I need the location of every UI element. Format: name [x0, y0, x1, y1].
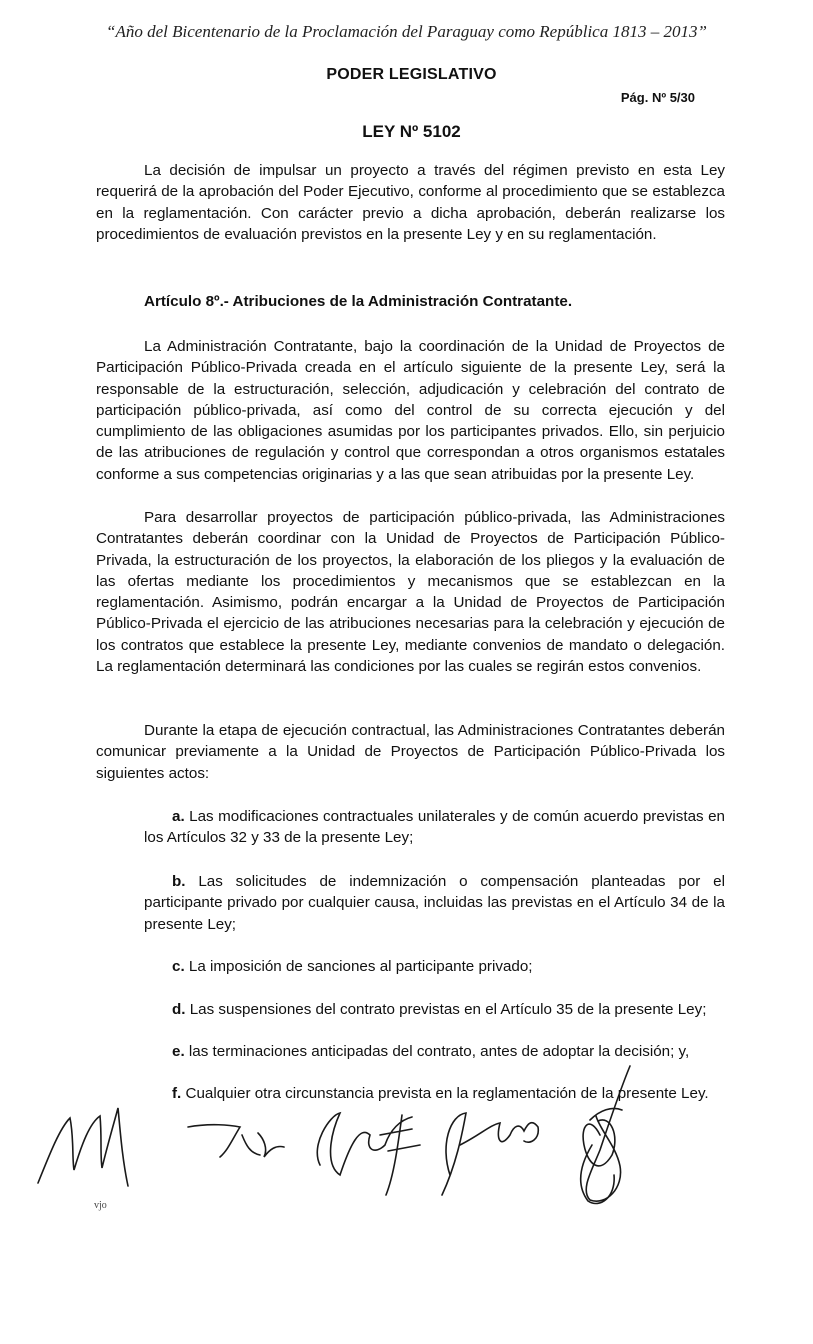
list-letter: e.	[172, 1043, 185, 1060]
page-number: Pág. Nº 5/30	[620, 90, 695, 105]
list-text: Las solicitudes de indemnización o compensación planteadas por el participante privado por cualquier causa, incluidas las previstas en el Artículo 34 de la presente Ley;	[144, 873, 725, 933]
signature-right	[560, 1060, 640, 1210]
list-item-a	[144, 806, 725, 849]
list-letter: a.	[172, 808, 185, 825]
signature-left	[30, 1098, 140, 1198]
list-letter: c.	[172, 958, 185, 975]
list-item-c	[144, 956, 725, 977]
typist-initials: vjo	[94, 1200, 107, 1211]
list-letter: b.	[172, 873, 186, 890]
commemorative-motto: “Año del Bicentenario de la Proclamación del Paraguay como República 1813 – 2013”	[106, 22, 707, 41]
law-number: LEY Nº 5102	[362, 122, 461, 141]
signature-row	[180, 1105, 620, 1215]
list-text: La imposición de sanciones al participante privado;	[184, 958, 533, 975]
list-text: Las suspensiones del contrato previstas en el Artículo 35 de la presente Ley;	[185, 1001, 707, 1018]
list-item-d	[144, 999, 725, 1020]
institution-title: PODER LEGISLATIVO	[326, 66, 497, 83]
list-text: Cualquier otra circunstancia prevista en la reglamentación de la presente Ley.	[181, 1085, 709, 1102]
list-letter: d.	[172, 1001, 186, 1018]
list-item-b	[144, 871, 725, 935]
list-letter: f.	[172, 1085, 182, 1102]
paragraph-3: Para desarrollar proyectos de participación público-privada, las Administraciones Contratantes deberán coordinar con la Unidad de Proyectos de Participación Público-Privada, la estructuración de los proyectos, la elaboración de los pliegos y la evaluación de las ofertas mediante los procedimientos y mecanismos que se establezcan en la reglamentación. Asimismo, podrán encargar a la Unidad de Proyectos de Participación Público-Privada el ejercicio de las atribuciones necesarias para la celebración y ejecución de los contratos que establece la presente Ley, mediante convenios de mandato o delegación. La reglamentación determinará las condiciones por las cuales se regirán estos convenios.	[96, 509, 725, 676]
list-text: Las modificaciones contractuales unilaterales y de común acuerdo previstas en los Artículos 32 y 33 de la presente Ley;	[144, 808, 725, 847]
paragraph-1: La decisión de impulsar un proyecto a través del régimen previsto en esta Ley requerirá de la aprobación del Poder Ejecutivo, conforme al procedimiento que se establezca en la reglamentación. Con carácter previo a dicha aprobación, deberán realizarse los procedimientos de evaluación previstos en la presente Ley y en su reglamentación.	[96, 162, 725, 243]
paragraph-4: Durante la etapa de ejecución contractual, las Administraciones Contratantes deberán comunicar previamente a la Unidad de Proyectos de Participación Público-Privada los siguientes actos:	[96, 722, 725, 782]
list-text: las terminaciones anticipadas del contrato, antes de adoptar la decisión; y,	[184, 1043, 690, 1060]
paragraph-2: La Administración Contratante, bajo la coordinación de la Unidad de Proyectos de Participación Público-Privada creada en el artículo siguiente de la presente Ley, será la responsable de la estructuración, selección, adjudicación y celebración del contrato de participación público-privada, así como del control de su correcta ejecución y del cumplimiento de las obligaciones asumidas por los participantes privados. Ello, sin perjuicio de las atribuciones de regulación y control que correspondan a otros organismos estatales conforme a sus competencias originarias y a las que sean atribuidas por la presente Ley.	[96, 338, 725, 483]
article-heading: Artículo 8º.- Atribuciones de la Administración Contratante.	[144, 293, 573, 310]
